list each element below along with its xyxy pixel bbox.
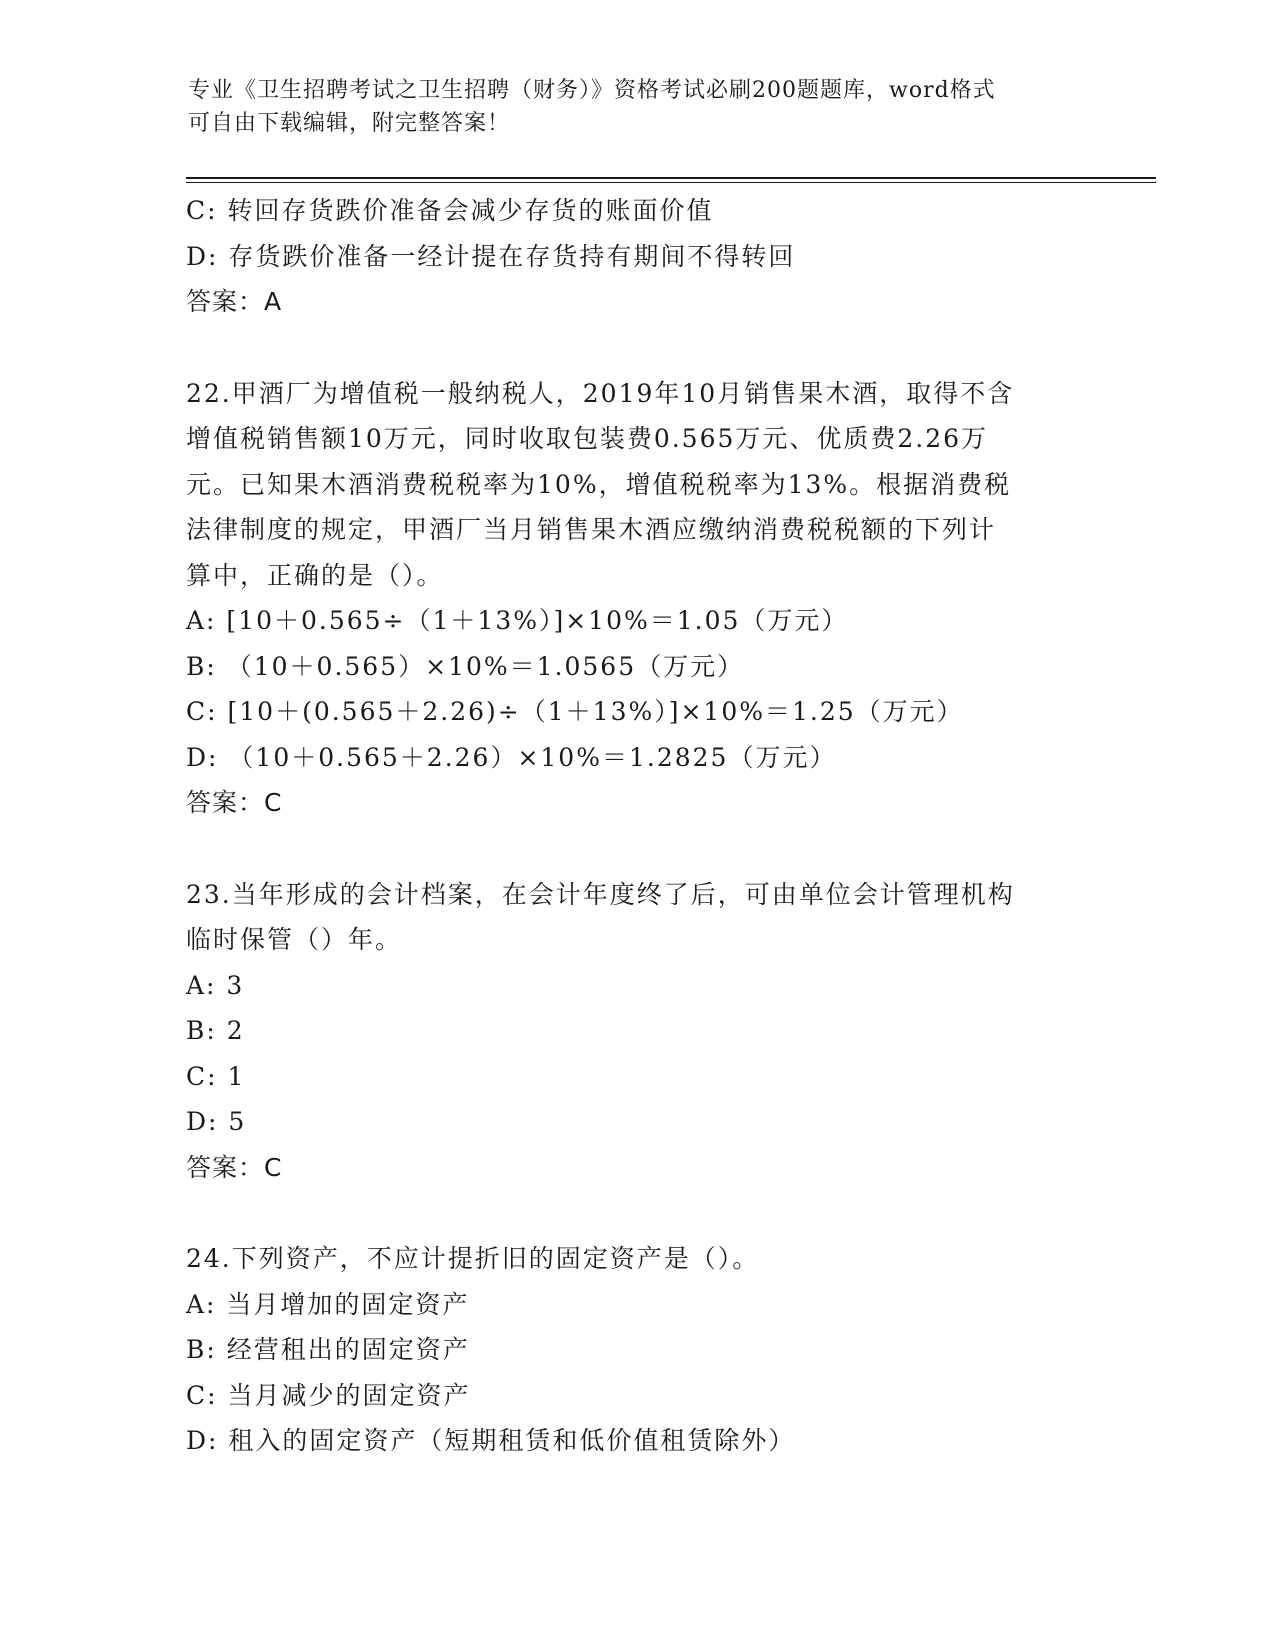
header-title-line-1: 专业《卫生招聘考试之卫生招聘（财务）》资格考试必刷200题题库，word格式: [188, 78, 996, 103]
question-21-fragment: [186, 188, 1086, 325]
option-d: D: 租入的固定资产（短期租赁和低价值租赁除外）: [186, 1426, 796, 1455]
question-22: [186, 371, 1086, 826]
option-c: C: 当月减少的固定资产: [186, 1380, 471, 1410]
option-a: A: 当月增加的固定资产: [186, 1289, 470, 1319]
answer-label: 答案：C: [186, 788, 283, 817]
answer-label: 答案：A: [186, 287, 283, 316]
question-stem-line: 23.当年形成的会计档案，在会计年度终了后，可由单位会计管理机构: [186, 879, 1015, 909]
header-title-line-2: 可自由下载编辑，附完整答案！: [188, 111, 511, 136]
document-header: [188, 74, 1088, 140]
question-stem-line: 算中，正确的是（）。: [186, 560, 444, 590]
spacer: [186, 1190, 1086, 1236]
question-list: [186, 188, 1086, 1464]
question-stem-line: 法律制度的规定，甲酒厂当月销售果木酒应缴纳消费税税额的下列计: [186, 515, 997, 544]
header-divider-thick: [186, 177, 1156, 179]
option-c: C: [10＋(0.565＋2.26)÷（1＋13%）]×10%＝1.25（万元）: [186, 697, 964, 726]
question-stem-line: 24.下列资产，不应计提折旧的固定资产是（）。: [186, 1244, 760, 1273]
spacer: [186, 325, 1086, 371]
option-d: D: 存货跌价准备一经计提在存货持有期间不得转回: [186, 241, 796, 271]
question-stem-line: 22.甲酒厂为增值税一般纳税人，2019年10月销售果木酒，取得不含: [186, 378, 1015, 408]
question-23: [186, 872, 1086, 1191]
option-c: C: 转回存货跌价准备会减少存货的账面价值: [186, 196, 714, 225]
question-stem-line: 增值税销售额10万元，同时收取包装费0.565万元、优质费2.26万: [186, 424, 989, 453]
option-b: B: （10＋0.565）×10%＝1.0565（万元）: [186, 651, 745, 681]
question-stem-line: 临时保管（）年。: [186, 925, 403, 954]
option-d: D: （10＋0.565＋2.26）×10%＝1.2825（万元）: [186, 742, 837, 772]
question-stem-line: 元。已知果木酒消费税税率为10%，增值税税率为13%。根据消费税: [186, 469, 1012, 499]
option-a: A: 3: [186, 970, 245, 1000]
spacer: [186, 826, 1086, 872]
answer-label: 答案：C: [186, 1152, 283, 1182]
option-d: D: 5: [186, 1107, 247, 1136]
header-divider-thin: [186, 182, 1156, 183]
question-24: [186, 1236, 1086, 1464]
option-b: B: 2: [186, 1016, 245, 1045]
option-c: C: 1: [186, 1061, 246, 1091]
option-b: B: 经营租出的固定资产: [186, 1335, 470, 1364]
option-a: A: [10＋0.565÷（1＋13%）]×10%＝1.05（万元）: [186, 606, 849, 635]
